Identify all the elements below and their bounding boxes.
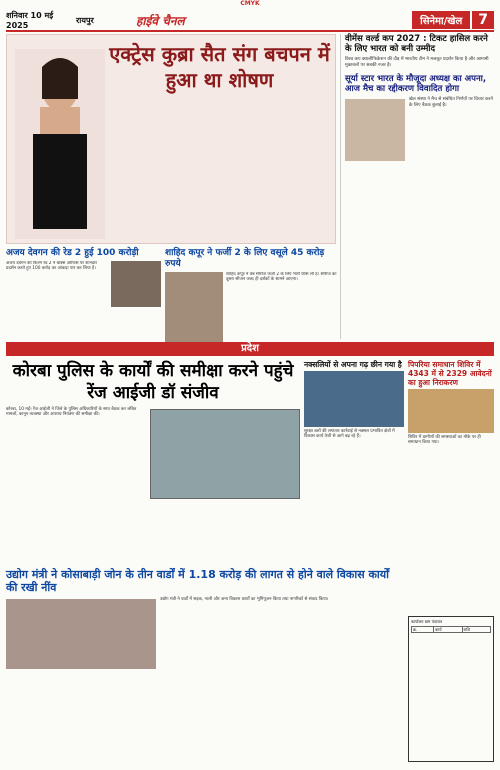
sidebar-text-1: विश्व कप क्वालीफिकेशन की दौड़ में भारतीय टीम ने मजबूत प्रदर्शन किया है और आगामी मुकाबलों पर सबकी नजर है।	[345, 57, 489, 68]
city-label: रायपुर	[76, 15, 94, 25]
ajay-text: अजय देवगन की फिल्म रेड 2 ने बॉक्स ऑफिस पर शानदार प्रदर्शन करते हुए 100 करोड़ का आंकड़ा पार कर लिया है।	[6, 261, 97, 272]
sidebar	[340, 34, 494, 339]
middle-text: सुरक्षा बलों की लगातार कार्रवाई से नक्सल प्रभावित क्षेत्रों में विकास कार्य तेजी से आगे बढ़ रहे हैं।	[304, 429, 395, 440]
ajay-story	[6, 248, 161, 340]
lead-body	[117, 135, 332, 240]
korba-story	[6, 360, 300, 565]
section-label: सिनेमा/खेल	[412, 11, 470, 29]
sidebar-text-2: खेल संस्था ने मैच से संबंधित निर्णयों पर विचार करने के लिए बैठक बुलाई है।	[409, 97, 493, 108]
bottom-headline: उद्योग मंत्री ने कोसाबाड़ी जोन के तीन वार्डों में 1.18 करोड़ की लागत से होने वाले विकास कार्यों की रखी नींव	[6, 568, 389, 594]
minister-photo	[6, 599, 156, 669]
lead-headline: एक्ट्रेस कुब्रा सैत संग बचपन में हुआ था शोषण	[109, 42, 330, 92]
bottom-text: उद्योग मंत्री ने वार्डों में सड़क, नाली और अन्य विकास कार्यों का भूमिपूजन किया तथा नागरिकों से संवाद किया।	[160, 597, 329, 602]
bottom-story	[6, 568, 404, 762]
notice-col-1: क्र.	[412, 627, 434, 633]
middle-story	[304, 360, 404, 565]
notice-col-2: कार्य	[434, 627, 462, 633]
brand-logo: हाईवे चैनल	[136, 13, 185, 28]
cmyk-mark: CMYK	[240, 0, 260, 7]
section-banner: प्रदेश	[6, 342, 494, 356]
shahid-photo	[165, 272, 223, 347]
sidebar-headline-2: सूर्या स्टार भारत के मौजूदा अध्यक्ष का अपना, आज मैच का रद्दीकरण विवादित होगा	[345, 74, 487, 94]
middle-photo	[304, 371, 404, 427]
notice-table	[411, 626, 491, 633]
ajay-photo	[111, 261, 161, 307]
korba-text: कोरबा, 10 मई। रेंज आईजी ने जिले के पुलिस अधिकारियों के साथ बैठक कर लंबित मामलों, कानून व्यवस्था और अपराध नियंत्रण की समीक्षा की।	[6, 407, 137, 418]
page-number: 7	[472, 11, 494, 29]
actress-photo	[15, 49, 105, 239]
middle-headline: नक्सलियों से अपना गढ़ छीन गया है	[304, 360, 402, 369]
sports-photo	[345, 99, 405, 161]
camp-photo	[408, 389, 494, 433]
right-text: शिविर में ग्रामीणों की समस्याओं का मौके पर ही समाधान किया गया।	[408, 435, 481, 446]
lead-story	[6, 34, 336, 244]
shahid-story	[165, 248, 337, 340]
shahid-text: शाहिद कपूर ने वेब सीरीज फर्जी 2 के लिए भारी फीस ली है। सीरीज का दूसरा सीजन जल्द ही दर्शकों के सामने आएगा।	[226, 272, 337, 283]
issue-date: शनिवार 10 मई 2025	[6, 11, 54, 30]
shahid-headline: शाहिद कपूर ने फर्जी 2 के लिए वसूले 45 करोड़ रुपये	[165, 248, 325, 269]
ajay-headline: अजय देवगन की रेड 2 हुई 100 करोड़ी	[6, 248, 139, 258]
meeting-photo	[150, 409, 300, 499]
right-headline: पिपरिया समाधान शिविर में 4343 में से 2329 आवेदनों का हुआ निराकरण	[408, 360, 492, 387]
masthead	[6, 10, 494, 32]
notice-col-3: राशि	[462, 627, 490, 633]
notice-title: कार्यालय ग्राम पंचायत	[411, 619, 443, 624]
korba-headline: कोरबा पुलिस के कार्यों की समीक्षा करने पहुंचे रेंज आईजी डॉ संजीव	[12, 361, 294, 403]
sidebar-headline-1: वीमेंस वर्ल्ड कप 2027 : टिकट हासिल करने के लिए भारत को बनी उम्मीद	[345, 34, 488, 54]
government-notice	[408, 616, 494, 762]
